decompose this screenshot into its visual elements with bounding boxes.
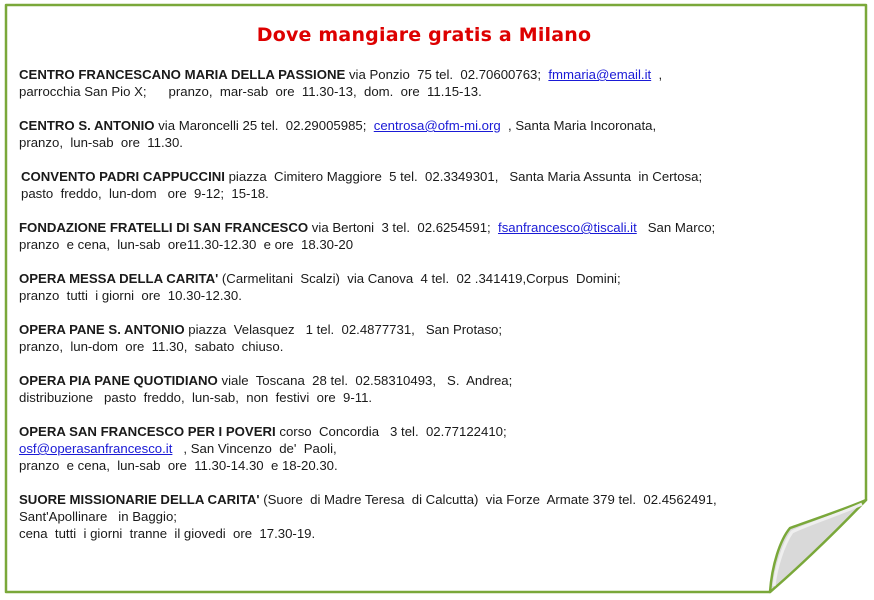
- entry-details: piazza Cimitero Maggiore 5 tel. 02.3349301, Santa Maria Assunta in Certosa;: [224, 169, 703, 184]
- entry-name: FONDAZIONE FRATELLI DI SAN FRANCESCO: [19, 220, 309, 235]
- list-item: [19, 168, 829, 202]
- list-item: [19, 66, 829, 100]
- entry-name: OPERA SAN FRANCESCO PER I POVERI: [19, 424, 276, 439]
- entry-name: CENTRO S. ANTONIO: [19, 118, 155, 133]
- entry-details: pranzo e cena, lun-sab ore 11.30-14.30 e 18-20.30.: [19, 458, 338, 473]
- list-item: [19, 117, 829, 151]
- entry-details: San Marco;: [636, 220, 716, 235]
- entry-name: CONVENTO PADRI CAPPUCCINI: [21, 169, 225, 184]
- entry-name: SUORE MISSIONARIE DELLA CARITA': [19, 492, 260, 507]
- email-link[interactable]: centrosa@ofm-mi.org: [373, 118, 501, 133]
- entry-details: pasto freddo, lun-dom ore 9-12; 15-18.: [21, 186, 269, 201]
- entry-details: via Maroncelli 25 tel. 02.29005985;: [154, 118, 374, 133]
- entry-name: OPERA PIA PANE QUOTIDIANO: [19, 373, 218, 388]
- entry-name: OPERA MESSA DELLA CARITA': [19, 271, 219, 286]
- list-item: [19, 423, 829, 474]
- entry-details: pranzo, lun-sab ore 11.30.: [19, 135, 183, 150]
- email-link[interactable]: fmmaria@email.it: [548, 67, 652, 82]
- entry-name: CENTRO FRANCESCANO MARIA DELLA PASSIONE: [19, 67, 346, 82]
- entry-details: (Suore di Madre Teresa di Calcutta) via Forze Armate 379 tel. 02.4562491,: [259, 492, 717, 507]
- entry-details: (Carmelitani Scalzi) via Canova 4 tel. 02 .341419,Corpus Domini;: [218, 271, 621, 286]
- email-link[interactable]: osf@operasanfrancesco.it: [19, 441, 173, 456]
- list-item: [19, 270, 829, 304]
- entry-details: piazza Velasquez 1 tel. 02.4877731, San Protaso;: [184, 322, 503, 337]
- entry-details: pranzo, lun-dom ore 11.30, sabato chiuso.: [19, 339, 284, 354]
- entry-details: distribuzione pasto freddo, lun-sab, non festivi ore 9-11.: [19, 390, 373, 405]
- entry-name: OPERA PANE S. ANTONIO: [19, 322, 185, 337]
- list-item: [19, 321, 829, 355]
- entry-details: parrocchia San Pio X; pranzo, mar-sab ore 11.30-13, dom. ore 11.15-13.: [19, 84, 482, 99]
- entry-details: cena tutti i giorni tranne il giovedi ore 17.30-19.: [19, 526, 316, 541]
- list-item: [19, 491, 829, 542]
- entry-details: ,: [651, 67, 663, 82]
- entry-details: , Santa Maria Incoronata,: [500, 118, 657, 133]
- page-title: Dove mangiare gratis a Milano: [256, 24, 592, 46]
- list-item: [19, 219, 829, 253]
- entry-details: via Bertoni 3 tel. 02.6254591;: [308, 220, 499, 235]
- entry-details: Sant'Apollinare in Baggio;: [19, 509, 177, 524]
- entry-details: corso Concordia 3 tel. 02.77122410;: [275, 424, 507, 439]
- email-link[interactable]: fsanfrancesco@tiscali.it: [498, 220, 637, 235]
- entries-list: [19, 66, 829, 559]
- entry-details: , San Vincenzo de' Paoli,: [172, 441, 337, 456]
- list-item: [19, 372, 829, 406]
- entry-details: viale Toscana 28 tel. 02.58310493, S. Andrea;: [217, 373, 513, 388]
- entry-details: via Ponzio 75 tel. 02.70600763;: [345, 67, 549, 82]
- entry-details: pranzo e cena, lun-sab ore11.30-12.30 e ore 18.30-20: [19, 237, 354, 252]
- entry-details: pranzo tutti i giorni ore 10.30-12.30.: [19, 288, 242, 303]
